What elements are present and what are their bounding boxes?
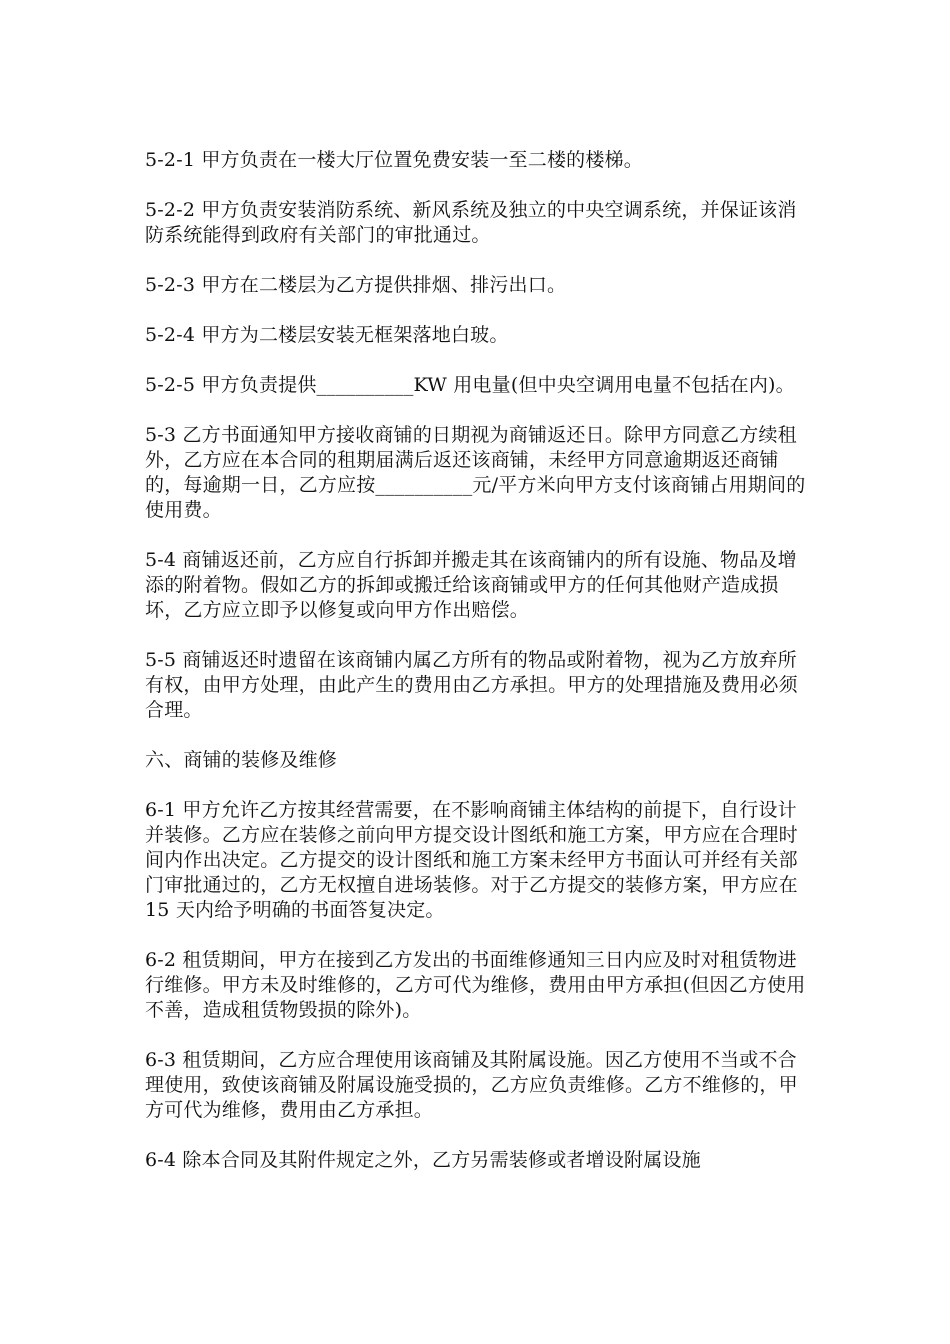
clause-5-2-4: 5-2-4 甲方为二楼层安装无框架落地白玻。 <box>145 324 509 346</box>
clause-5-2-1: 5-2-1 甲方负责在一楼大厅位置免费安装一至二楼的楼梯。 <box>145 149 643 171</box>
clause-5-3: 5-3 乙方书面通知甲方接收商铺的日期视为商铺返还日。除甲方同意乙方续租外，乙方应在本合同的租期届满后返还该商铺，未经甲方同意逾期返还商铺的，每逾期一日，乙方应按__________元/平方米向甲方支付该商铺占用期间的使用费。 <box>145 424 806 521</box>
clause-5-2-2: 5-2-2 甲方负责安装消防系统、新风系统及独立的中央空调系统，并保证该消防系统能得到政府有关部门的审批通过。 <box>145 199 797 246</box>
section-heading-six: 六、商铺的装修及维修 <box>145 749 338 771</box>
clause-5-4: 5-4 商铺返还前，乙方应自行拆卸并搬走其在该商铺内的所有设施、物品及增添的附着物。假如乙方的拆卸或搬迁给该商铺或甲方的任何其他财产造成损坏，乙方应立即予以修复或向甲方作出赔偿。 <box>145 549 797 621</box>
clause-5-5: 5-5 商铺返还时遗留在该商铺内属乙方所有的物品或附着物，视为乙方放弃所有权，由甲方处理，由此产生的费用由乙方承担。甲方的处理措施及费用必须合理。 <box>145 649 798 721</box>
clause-6-1: 6-1 甲方允许乙方按其经营需要，在不影响商铺主体结构的前提下，自行设计并装修。乙方应在装修之前向甲方提交设计图纸和施工方案，甲方应在合理时间内作出决定。乙方提交的设计图纸和施工方案未经甲方书面认可并经有关部门审批通过的，乙方无权擅自进场装修。对于乙方提交的装修方案，甲方应在 15 天内给予明确的书面答复决定。 <box>145 799 798 921</box>
clause-5-2-3: 5-2-3 甲方在二楼层为乙方提供排烟、排污出口。 <box>145 274 567 296</box>
clause-6-3: 6-3 租赁期间，乙方应合理使用该商铺及其附属设施。因乙方使用不当或不合理使用，致使该商铺及附属设施受损的，乙方应负责维修。乙方不维修的，甲方可代为维修，费用由乙方承担。 <box>145 1049 798 1121</box>
clause-6-4: 6-4 除本合同及其附件规定之外，乙方另需装修或者增设附属设施 <box>145 1149 701 1171</box>
document-body <box>145 148 815 1198</box>
clause-6-2: 6-2 租赁期间，甲方在接到乙方发出的书面维修通知三日内应及时对租赁物进行维修。甲方未及时维修的，乙方可代为维修，费用由甲方承担(但因乙方使用不善，造成租赁物毁损的除外)。 <box>145 949 806 1021</box>
clause-5-2-5: 5-2-5 甲方负责提供__________KW 用电量(但中央空调用电量不包括在内)。 <box>145 374 795 396</box>
